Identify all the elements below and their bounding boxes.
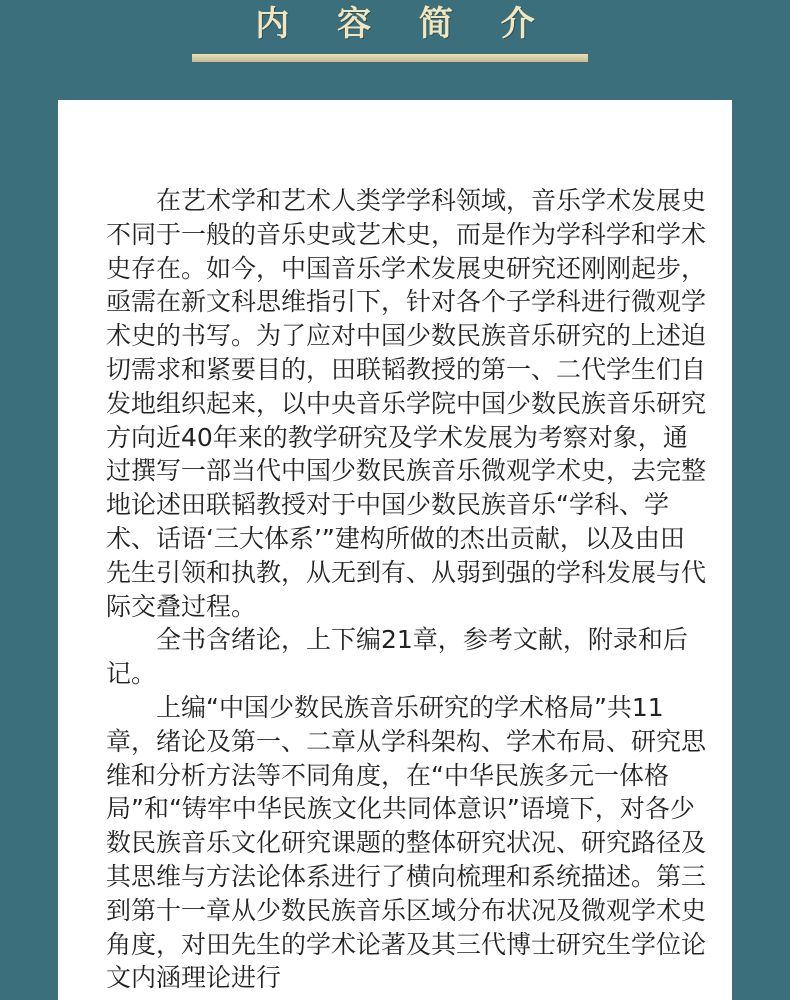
paragraph: 在艺术学和艺术人类学学科领域，音乐学术发展史不同于一般的音乐史或艺术史，而是作为学科学和学术史存在。如今，中国音乐学术发展史研究还刚刚起步，亟需在新文科思维指引下，针对各个子学科进行微观学术史的书写。为了应对中国少数民族音乐研究的上述迫切需求和紧要目的，田联韬教授的第一、二代学生们自发地组织起来，以中央音乐学院中国少数民族音乐研究方向近40年来的教学研究及学术发展为考察对象，通过撰写一部当代中国少数民族音乐微观学术史，去完整地论述田联韬教授对于中国少数民族音乐“学科、学术、话语‘三大体系’”建构所做的杰出贡献，以及由田先生引领和执教，从无到有、从弱到强的学科发展与代际交叠过程。 bbox=[106, 186, 707, 621]
paragraph: 全书含绪论，上下编21章，参考文献，附录和后记。 bbox=[106, 625, 688, 689]
intro-text bbox=[106, 184, 706, 995]
page-title: 内 容 简 介 bbox=[255, 4, 553, 44]
paragraph: 上编“中国少数民族音乐研究的学术格局”共11章，绪论及第一、二章从学科架构、学术布局、研究思维和分析方法等不同角度，在“中华民族多元一体格局”和“铸牢中华民族文化共同体意识”语境下，对各少数民族音乐文化研究课题的整体研究状况、研究路径及其思维与方法论体系进行了横向梳理和系统描述。第三到第十一章从少数民族音乐区域分布状况及微观学术史角度，对田先生的学术论著及其三代博士研究生学位论文内涵理论进行 bbox=[106, 692, 707, 993]
title-underline bbox=[192, 54, 588, 62]
content-card bbox=[58, 100, 732, 1000]
